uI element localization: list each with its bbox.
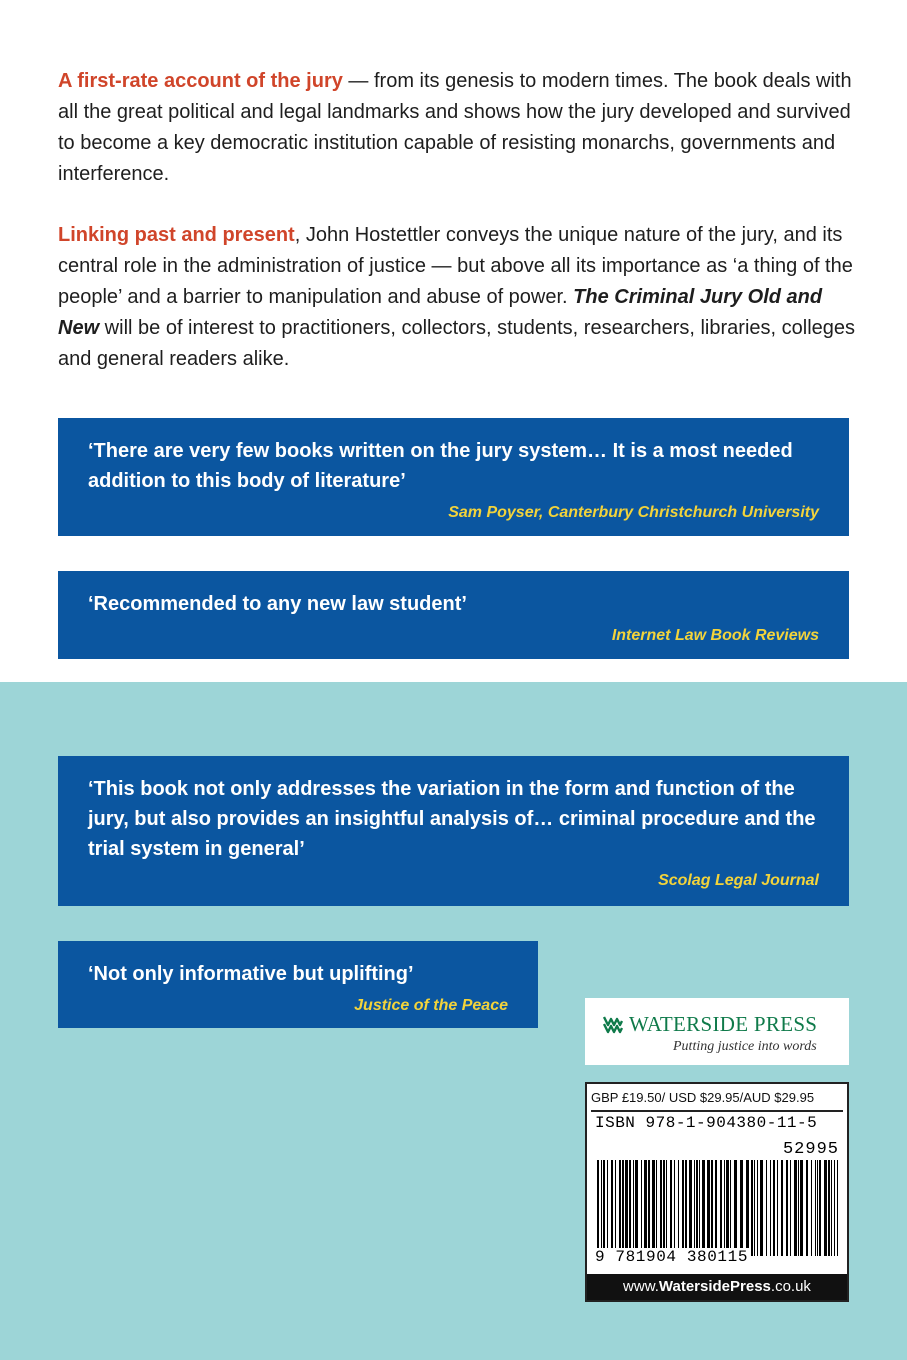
barcode-bar	[702, 1160, 705, 1256]
isbn-label: ISBN 978-1-904380-11-5	[595, 1114, 818, 1132]
barcode-bar	[641, 1160, 642, 1256]
review-quote-box	[58, 941, 538, 1028]
review-quote-source: Scolag Legal Journal	[658, 872, 819, 889]
barcode-bar	[740, 1160, 743, 1256]
barcode-bar	[770, 1160, 771, 1256]
barcode-bar	[757, 1160, 758, 1256]
review-quote-source: Internet Law Book Reviews	[611, 627, 819, 644]
barcode-bar	[760, 1160, 763, 1256]
barcode-bar	[597, 1160, 599, 1256]
barcode-bar	[800, 1160, 803, 1256]
barcode-bar	[660, 1160, 662, 1256]
url-suffix: .co.uk	[770, 1278, 811, 1295]
waterside-wave-icon	[603, 1014, 623, 1034]
barcode-bar	[724, 1160, 725, 1256]
review-quote-text: ‘There are very few books written on the jury system… It is a most needed addition to this body of literature’	[88, 440, 793, 492]
blurb-paragraph-1	[58, 66, 858, 190]
barcode-bar	[720, 1160, 722, 1256]
barcode-bar	[633, 1160, 634, 1256]
barcode-bar	[629, 1160, 631, 1256]
book-title: The Criminal Jury Old and New	[58, 286, 823, 339]
barcode-bar	[619, 1160, 621, 1256]
review-quote-text: ‘This book not only addresses the variation in the form and function of the jury, but also provides an insightful analysis of… criminal procedure and the trial system in general’	[88, 778, 816, 860]
barcode-bar	[715, 1160, 717, 1256]
barcode-bar	[648, 1160, 650, 1256]
review-quote-box	[58, 418, 849, 536]
publisher-tagline: Putting justice into words	[673, 1039, 817, 1054]
barcode-graphic	[595, 1160, 841, 1256]
barcode-bar	[746, 1160, 749, 1256]
publisher-logo	[585, 998, 849, 1065]
review-quote-text: ‘Recommended to any new law student’	[88, 593, 467, 615]
publisher-name: WATERSIDE PRESS	[629, 1012, 818, 1036]
barcode-bar	[828, 1160, 830, 1256]
barcode-bar	[824, 1160, 827, 1256]
barcode-bar	[635, 1160, 638, 1256]
blurb-paragraph-2	[58, 220, 858, 375]
barcode-bar	[834, 1160, 835, 1256]
barcode-bar	[754, 1160, 755, 1256]
barcode-bar	[685, 1160, 687, 1256]
barcode-bar	[652, 1160, 655, 1256]
barcode-bar	[696, 1160, 698, 1256]
blurb-text-2: , John Hostettler conveys the unique nature of the jury, and its central role in the administration of justice — but above all its importance as ‘a thing of the people’ and a barrier to manipulation and abuse of power.	[58, 224, 853, 308]
barcode-bar	[603, 1160, 605, 1256]
review-quote-source: Justice of the Peace	[354, 997, 508, 1014]
review-quote-source: Sam Poyser, Canterbury Christchurch University	[448, 504, 819, 521]
barcode-bar	[798, 1160, 799, 1256]
barcode-bar	[773, 1160, 775, 1256]
barcode-bar	[707, 1160, 710, 1256]
barcode-bar	[806, 1160, 808, 1256]
barcode-bar	[699, 1160, 700, 1256]
barcode-bar	[730, 1160, 731, 1256]
review-quote-text: ‘Not only informative but uplifting’	[88, 963, 414, 985]
barcode-bar	[751, 1160, 753, 1256]
barcode-bar	[663, 1160, 665, 1256]
barcode-bar	[670, 1160, 672, 1256]
publisher-url[interactable]	[587, 1274, 847, 1300]
barcode-bar	[726, 1160, 729, 1256]
barcode-bar	[601, 1160, 602, 1256]
barcode-bar	[682, 1160, 684, 1256]
url-brand: WatersidePress	[658, 1278, 771, 1295]
barcode-bar	[837, 1160, 838, 1256]
barcode-bar	[766, 1160, 767, 1256]
barcode-bar	[734, 1160, 737, 1256]
review-quote-box	[58, 756, 849, 906]
barcode-bar	[831, 1160, 832, 1256]
barcode-bar	[790, 1160, 791, 1256]
barcode-bar	[817, 1160, 818, 1256]
blurb-text-2-end: will be of interest to practitioners, collectors, students, researchers, libraries, colleges and general readers alike.	[58, 317, 856, 370]
barcode-bar	[777, 1160, 778, 1256]
barcode-bar	[711, 1160, 713, 1256]
url-prefix: www.	[623, 1278, 659, 1295]
barcode-bar	[689, 1160, 692, 1256]
blurb-text-1: — from its genesis to modern times. The book deals with all the great political and legal landmarks and shows how the jury developed and survived to become a key democratic institution capable of resisting monarchs, governments and interference.	[58, 70, 852, 185]
barcode-bar	[678, 1160, 679, 1256]
barcode-panel	[585, 1082, 849, 1302]
barcode-bar	[666, 1160, 667, 1256]
price-label: GBP £19.50/ USD $29.95/AUD $29.95	[591, 1086, 843, 1112]
barcode-bar	[674, 1160, 675, 1256]
barcode-bar	[786, 1160, 788, 1256]
barcode-bar	[781, 1160, 783, 1256]
barcode-bar	[644, 1160, 647, 1256]
barcode-bar	[611, 1160, 613, 1256]
barcode-bar	[656, 1160, 657, 1256]
blurb-highlight-1: A first-rate account of the jury	[58, 70, 343, 92]
barcode-bar	[794, 1160, 797, 1256]
barcode-bar	[607, 1160, 608, 1256]
blurb-highlight-2: Linking past and present	[58, 224, 295, 246]
barcode-bar	[694, 1160, 695, 1256]
ean-digits: 9 781904 380115	[595, 1248, 749, 1266]
barcode-bar	[625, 1160, 628, 1256]
barcode-bar	[615, 1160, 616, 1256]
barcode-bar	[819, 1160, 821, 1256]
price-supplement-code: 52995	[782, 1140, 839, 1159]
review-quote-box	[58, 571, 849, 659]
barcode-bar	[815, 1160, 816, 1256]
barcode-bar	[622, 1160, 624, 1256]
barcode-bar	[811, 1160, 812, 1256]
